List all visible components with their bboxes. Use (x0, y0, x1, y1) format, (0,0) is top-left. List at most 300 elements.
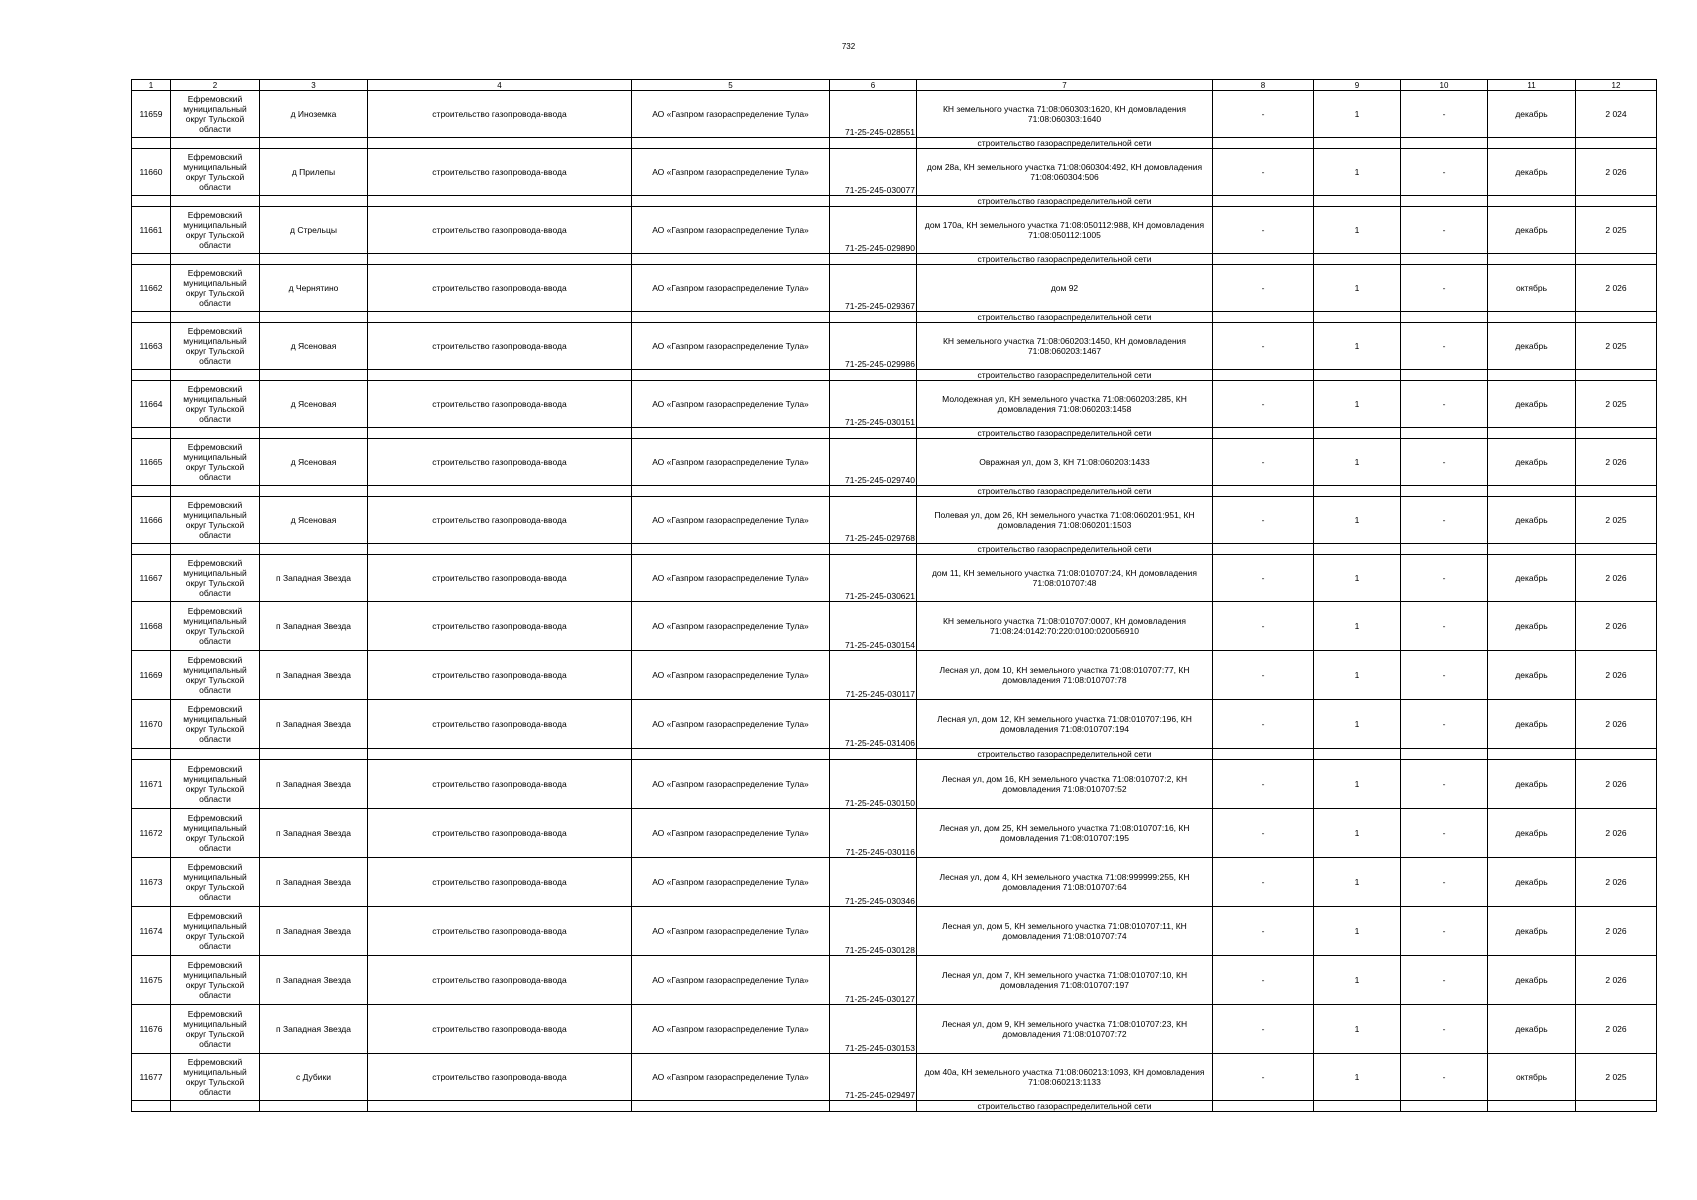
settlement-cell: п Западная Звезда (260, 700, 368, 749)
separator-row (132, 749, 1657, 760)
month-cell: декабрь (1488, 323, 1576, 370)
separator-empty-cell (1213, 370, 1314, 381)
separator-empty-cell (632, 486, 830, 497)
month-cell: декабрь (1488, 1005, 1576, 1054)
separator-empty-cell (632, 749, 830, 760)
separator-empty-cell (1488, 1101, 1576, 1112)
separator-empty-cell (368, 138, 632, 149)
separator-empty-cell (171, 486, 260, 497)
col8-cell: - (1213, 809, 1314, 858)
separator-empty-cell (830, 370, 917, 381)
application-code-cell: 71-25-245-030127 (830, 956, 917, 1005)
row-number: 11660 (132, 149, 171, 196)
work-type-cell: строительство газопровода-ввода (368, 809, 632, 858)
separator-empty-cell (1401, 196, 1488, 207)
row-number: 11677 (132, 1054, 171, 1101)
col10-cell: - (1401, 323, 1488, 370)
table-row (132, 265, 1657, 312)
work-type-cell: строительство газопровода-ввода (368, 651, 632, 700)
settlement-cell: п Западная Звезда (260, 956, 368, 1005)
work-type-cell: строительство газопровода-ввода (368, 555, 632, 602)
col10-cell: - (1401, 760, 1488, 809)
work-type-cell: строительство газопровода-ввода (368, 858, 632, 907)
year-cell: 2 025 (1576, 1054, 1657, 1101)
column-header: 6 (830, 80, 917, 91)
separator-empty-cell (1213, 312, 1314, 323)
work-type-cell: строительство газопровода-ввода (368, 1054, 632, 1101)
separator-empty-cell (1488, 196, 1576, 207)
settlement-cell: д Ясеновая (260, 323, 368, 370)
row-number: 11667 (132, 555, 171, 602)
col9-cell: 1 (1314, 700, 1401, 749)
separator-empty-cell (1576, 196, 1657, 207)
separator-empty-cell (1576, 312, 1657, 323)
separator-row (132, 1101, 1657, 1112)
settlement-cell: д Ясеновая (260, 439, 368, 486)
separator-empty-cell (830, 749, 917, 760)
separator-empty-cell (132, 370, 171, 381)
separator-empty-cell (171, 544, 260, 555)
separator-empty-cell (260, 196, 368, 207)
separator-empty-cell (1401, 428, 1488, 439)
separator-empty-cell (1401, 749, 1488, 760)
separator-empty-cell (132, 254, 171, 265)
col8-cell: - (1213, 956, 1314, 1005)
municipality-cell: Ефремовский муниципальный округ Тульской области (171, 555, 260, 602)
row-number: 11673 (132, 858, 171, 907)
separator-empty-cell (171, 312, 260, 323)
col9-cell: 1 (1314, 497, 1401, 544)
work-type-cell: строительство газопровода-ввода (368, 381, 632, 428)
separator-empty-cell (1401, 254, 1488, 265)
separator-empty-cell (632, 138, 830, 149)
address-cell: Лесная ул, дом 12, КН земельного участка 71:08:010707:196, КН домовладения 71:08:010707:194 (917, 700, 1213, 749)
work-type-cell: строительство газопровода-ввода (368, 1005, 632, 1054)
column-header: 4 (368, 80, 632, 91)
address-cell: Лесная ул, дом 16, КН земельного участка 71:08:010707:2, КН домовладения 71:08:010707:52 (917, 760, 1213, 809)
col9-cell: 1 (1314, 323, 1401, 370)
separator-empty-cell (1314, 544, 1401, 555)
municipality-cell: Ефремовский муниципальный округ Тульской области (171, 651, 260, 700)
row-number: 11674 (132, 907, 171, 956)
col8-cell: - (1213, 651, 1314, 700)
municipality-cell: Ефремовский муниципальный округ Тульской области (171, 809, 260, 858)
col10-cell: - (1401, 149, 1488, 196)
address-cell: Лесная ул, дом 4, КН земельного участка 71:08:999999:255, КН домовладения 71:08:010707:64 (917, 858, 1213, 907)
month-cell: декабрь (1488, 497, 1576, 544)
month-cell: декабрь (1488, 760, 1576, 809)
separator-empty-cell (171, 749, 260, 760)
month-cell: декабрь (1488, 439, 1576, 486)
separator-empty-cell (368, 428, 632, 439)
separator-empty-cell (1576, 138, 1657, 149)
municipality-cell: Ефремовский муниципальный округ Тульской области (171, 497, 260, 544)
municipality-cell: Ефремовский муниципальный округ Тульской области (171, 265, 260, 312)
municipality-cell: Ефремовский муниципальный округ Тульской области (171, 858, 260, 907)
year-cell: 2 025 (1576, 381, 1657, 428)
separator-empty-cell (368, 370, 632, 381)
separator-empty-cell (1488, 138, 1576, 149)
separator-empty-cell (260, 749, 368, 760)
column-header: 11 (1488, 80, 1576, 91)
page-number: 732 (841, 42, 856, 51)
organization-cell: АО «Газпром газораспределение Тула» (632, 149, 830, 196)
year-cell: 2 026 (1576, 809, 1657, 858)
table-row (132, 809, 1657, 858)
separator-row (132, 544, 1657, 555)
column-header: 10 (1401, 80, 1488, 91)
table-row (132, 149, 1657, 196)
month-cell: декабрь (1488, 91, 1576, 138)
separator-row (132, 312, 1657, 323)
table-row (132, 207, 1657, 254)
col10-cell: - (1401, 497, 1488, 544)
year-cell: 2 026 (1576, 602, 1657, 651)
settlement-cell: д Ясеновая (260, 497, 368, 544)
column-header: 3 (260, 80, 368, 91)
separator-empty-cell (1576, 254, 1657, 265)
separator-empty-cell (368, 486, 632, 497)
col8-cell: - (1213, 1005, 1314, 1054)
year-cell: 2 025 (1576, 207, 1657, 254)
separator-empty-cell (1213, 486, 1314, 497)
organization-cell: АО «Газпром газораспределение Тула» (632, 1005, 830, 1054)
col10-cell: - (1401, 555, 1488, 602)
separator-empty-cell (132, 312, 171, 323)
separator-empty-cell (1576, 749, 1657, 760)
month-cell: декабрь (1488, 956, 1576, 1005)
work-type-cell: строительство газопровода-ввода (368, 323, 632, 370)
year-cell: 2 026 (1576, 265, 1657, 312)
separator-label: строительство газораспределительной сети (917, 544, 1213, 555)
col10-cell: - (1401, 651, 1488, 700)
separator-empty-cell (1488, 544, 1576, 555)
row-number: 11672 (132, 809, 171, 858)
separator-empty-cell (171, 138, 260, 149)
application-code-cell: 71-25-245-030151 (830, 381, 917, 428)
table-row (132, 907, 1657, 956)
separator-empty-cell (830, 312, 917, 323)
work-type-cell: строительство газопровода-ввода (368, 497, 632, 544)
application-code-cell: 71-25-245-030117 (830, 651, 917, 700)
col8-cell: - (1213, 1054, 1314, 1101)
organization-cell: АО «Газпром газораспределение Тула» (632, 555, 830, 602)
separator-empty-cell (260, 486, 368, 497)
address-cell: Лесная ул, дом 25, КН земельного участка 71:08:010707:16, КН домовладения 71:08:010707:195 (917, 809, 1213, 858)
municipality-cell: Ефремовский муниципальный округ Тульской области (171, 760, 260, 809)
col10-cell: - (1401, 1054, 1488, 1101)
organization-cell: АО «Газпром газораспределение Тула» (632, 760, 830, 809)
municipality-cell: Ефремовский муниципальный округ Тульской области (171, 207, 260, 254)
separator-empty-cell (830, 428, 917, 439)
municipality-cell: Ефремовский муниципальный округ Тульской области (171, 381, 260, 428)
separator-empty-cell (368, 749, 632, 760)
year-cell: 2 025 (1576, 497, 1657, 544)
separator-empty-cell (260, 1101, 368, 1112)
col9-cell: 1 (1314, 1054, 1401, 1101)
month-cell: декабрь (1488, 907, 1576, 956)
organization-cell: АО «Газпром газораспределение Тула» (632, 858, 830, 907)
year-cell: 2 026 (1576, 555, 1657, 602)
settlement-cell: п Западная Звезда (260, 760, 368, 809)
application-code-cell: 71-25-245-030116 (830, 809, 917, 858)
organization-cell: АО «Газпром газораспределение Тула» (632, 91, 830, 138)
separator-empty-cell (632, 1101, 830, 1112)
separator-empty-cell (1488, 312, 1576, 323)
municipality-cell: Ефремовский муниципальный округ Тульской области (171, 439, 260, 486)
col9-cell: 1 (1314, 907, 1401, 956)
row-number: 11666 (132, 497, 171, 544)
address-cell: Овражная ул, дом 3, КН 71:08:060203:1433 (917, 439, 1213, 486)
col9-cell: 1 (1314, 381, 1401, 428)
application-code-cell: 71-25-245-030128 (830, 907, 917, 956)
municipality-cell: Ефремовский муниципальный округ Тульской области (171, 907, 260, 956)
separator-empty-cell (632, 196, 830, 207)
separator-empty-cell (1488, 254, 1576, 265)
table-row (132, 602, 1657, 651)
year-cell: 2 026 (1576, 858, 1657, 907)
separator-empty-cell (171, 196, 260, 207)
col10-cell: - (1401, 381, 1488, 428)
work-type-cell: строительство газопровода-ввода (368, 207, 632, 254)
col10-cell: - (1401, 809, 1488, 858)
year-cell: 2 026 (1576, 907, 1657, 956)
separator-empty-cell (260, 254, 368, 265)
separator-empty-cell (260, 370, 368, 381)
separator-empty-cell (171, 1101, 260, 1112)
row-number: 11675 (132, 956, 171, 1005)
row-number: 11669 (132, 651, 171, 700)
column-header: 7 (917, 80, 1213, 91)
table-row (132, 439, 1657, 486)
month-cell: октябрь (1488, 1054, 1576, 1101)
table-row (132, 651, 1657, 700)
month-cell: декабрь (1488, 555, 1576, 602)
organization-cell: АО «Газпром газораспределение Тула» (632, 265, 830, 312)
application-code-cell: 71-25-245-030150 (830, 760, 917, 809)
col9-cell: 1 (1314, 760, 1401, 809)
row-number: 11665 (132, 439, 171, 486)
col9-cell: 1 (1314, 439, 1401, 486)
application-code-cell: 71-25-245-030621 (830, 555, 917, 602)
col10-cell: - (1401, 956, 1488, 1005)
col8-cell: - (1213, 907, 1314, 956)
col10-cell: - (1401, 439, 1488, 486)
col8-cell: - (1213, 323, 1314, 370)
col9-cell: 1 (1314, 207, 1401, 254)
municipality-cell: Ефремовский муниципальный округ Тульской области (171, 1005, 260, 1054)
application-code-cell: 71-25-245-030346 (830, 858, 917, 907)
separator-row (132, 254, 1657, 265)
separator-row (132, 486, 1657, 497)
col10-cell: - (1401, 602, 1488, 651)
col8-cell: - (1213, 555, 1314, 602)
col8-cell: - (1213, 207, 1314, 254)
column-header: 12 (1576, 80, 1657, 91)
col10-cell: - (1401, 1005, 1488, 1054)
separator-empty-cell (171, 428, 260, 439)
separator-label: строительство газораспределительной сети (917, 370, 1213, 381)
separator-empty-cell (132, 486, 171, 497)
address-cell: дом 92 (917, 265, 1213, 312)
row-number: 11671 (132, 760, 171, 809)
work-type-cell: строительство газопровода-ввода (368, 265, 632, 312)
column-header: 9 (1314, 80, 1401, 91)
col9-cell: 1 (1314, 858, 1401, 907)
settlement-cell: п Западная Звезда (260, 651, 368, 700)
col10-cell: - (1401, 907, 1488, 956)
separator-label: строительство газораспределительной сети (917, 196, 1213, 207)
col8-cell: - (1213, 497, 1314, 544)
application-code-cell: 71-25-245-029497 (830, 1054, 917, 1101)
separator-label: строительство газораспределительной сети (917, 138, 1213, 149)
settlement-cell: д Прилепы (260, 149, 368, 196)
month-cell: декабрь (1488, 602, 1576, 651)
month-cell: декабрь (1488, 858, 1576, 907)
municipality-cell: Ефремовский муниципальный округ Тульской области (171, 602, 260, 651)
separator-empty-cell (1213, 196, 1314, 207)
separator-empty-cell (1488, 370, 1576, 381)
separator-empty-cell (1488, 486, 1576, 497)
year-cell: 2 026 (1576, 1005, 1657, 1054)
address-cell: Лесная ул, дом 7, КН земельного участка 71:08:010707:10, КН домовладения 71:08:010707:197 (917, 956, 1213, 1005)
table-row (132, 323, 1657, 370)
year-cell: 2 025 (1576, 323, 1657, 370)
separator-empty-cell (830, 544, 917, 555)
municipality-cell: Ефремовский муниципальный округ Тульской области (171, 956, 260, 1005)
application-code-cell: 71-25-245-031406 (830, 700, 917, 749)
separator-empty-cell (1576, 1101, 1657, 1112)
table-row (132, 858, 1657, 907)
separator-empty-cell (1314, 138, 1401, 149)
row-number: 11663 (132, 323, 171, 370)
month-cell: декабрь (1488, 207, 1576, 254)
separator-label: строительство газораспределительной сети (917, 1101, 1213, 1112)
municipality-cell: Ефремовский муниципальный округ Тульской области (171, 323, 260, 370)
organization-cell: АО «Газпром газораспределение Тула» (632, 956, 830, 1005)
col8-cell: - (1213, 91, 1314, 138)
organization-cell: АО «Газпром газораспределение Тула» (632, 207, 830, 254)
month-cell: октябрь (1488, 265, 1576, 312)
col8-cell: - (1213, 760, 1314, 809)
separator-empty-cell (830, 486, 917, 497)
separator-empty-cell (132, 196, 171, 207)
month-cell: декабрь (1488, 381, 1576, 428)
separator-empty-cell (1314, 749, 1401, 760)
col9-cell: 1 (1314, 651, 1401, 700)
month-cell: декабрь (1488, 809, 1576, 858)
address-cell: дом 170а, КН земельного участка 71:08:050112:988, КН домовладения 71:08:050112:1005 (917, 207, 1213, 254)
settlement-cell: д Чернятино (260, 265, 368, 312)
work-type-cell: строительство газопровода-ввода (368, 439, 632, 486)
separator-empty-cell (632, 544, 830, 555)
year-cell: 2 024 (1576, 91, 1657, 138)
organization-cell: АО «Газпром газораспределение Тула» (632, 323, 830, 370)
separator-empty-cell (830, 254, 917, 265)
separator-empty-cell (1401, 138, 1488, 149)
address-cell: Молодежная ул, КН земельного участка 71:08:060203:285, КН домовладения 71:08:060203:1458 (917, 381, 1213, 428)
application-code-cell: 71-25-245-029768 (830, 497, 917, 544)
separator-empty-cell (1488, 428, 1576, 439)
separator-empty-cell (1488, 749, 1576, 760)
separator-empty-cell (171, 254, 260, 265)
separator-empty-cell (1576, 370, 1657, 381)
year-cell: 2 026 (1576, 149, 1657, 196)
settlement-cell: п Западная Звезда (260, 555, 368, 602)
separator-empty-cell (830, 196, 917, 207)
col8-cell: - (1213, 149, 1314, 196)
table-row (132, 700, 1657, 749)
col9-cell: 1 (1314, 1005, 1401, 1054)
separator-empty-cell (132, 1101, 171, 1112)
work-type-cell: строительство газопровода-ввода (368, 700, 632, 749)
col8-cell: - (1213, 381, 1314, 428)
separator-empty-cell (260, 312, 368, 323)
col10-cell: - (1401, 700, 1488, 749)
organization-cell: АО «Газпром газораспределение Тула» (632, 1054, 830, 1101)
col9-cell: 1 (1314, 555, 1401, 602)
settlement-cell: п Западная Звезда (260, 809, 368, 858)
row-number: 11676 (132, 1005, 171, 1054)
row-number: 11661 (132, 207, 171, 254)
table-row (132, 956, 1657, 1005)
col8-cell: - (1213, 265, 1314, 312)
col9-cell: 1 (1314, 956, 1401, 1005)
work-type-cell: строительство газопровода-ввода (368, 602, 632, 651)
separator-empty-cell (1314, 196, 1401, 207)
application-code-cell: 71-25-245-030154 (830, 602, 917, 651)
separator-empty-cell (1314, 428, 1401, 439)
row-number: 11670 (132, 700, 171, 749)
municipality-cell: Ефремовский муниципальный округ Тульской области (171, 700, 260, 749)
work-type-cell: строительство газопровода-ввода (368, 907, 632, 956)
separator-empty-cell (632, 312, 830, 323)
address-cell: дом 28а, КН земельного участка 71:08:060304:492, КН домовладения 71:08:060304:506 (917, 149, 1213, 196)
settlement-cell: п Западная Звезда (260, 907, 368, 956)
separator-empty-cell (260, 138, 368, 149)
month-cell: декабрь (1488, 700, 1576, 749)
work-type-cell: строительство газопровода-ввода (368, 956, 632, 1005)
row-number: 11664 (132, 381, 171, 428)
address-cell: Лесная ул, дом 9, КН земельного участка 71:08:010707:23, КН домовладения 71:08:010707:72 (917, 1005, 1213, 1054)
year-cell: 2 026 (1576, 956, 1657, 1005)
col9-cell: 1 (1314, 602, 1401, 651)
table-row (132, 497, 1657, 544)
row-number: 11668 (132, 602, 171, 651)
settlement-cell: д Ясеновая (260, 381, 368, 428)
separator-empty-cell (632, 428, 830, 439)
row-number: 11662 (132, 265, 171, 312)
separator-row (132, 428, 1657, 439)
separator-empty-cell (368, 544, 632, 555)
application-code-cell: 71-25-245-029740 (830, 439, 917, 486)
col9-cell: 1 (1314, 265, 1401, 312)
settlement-cell: с Дубики (260, 1054, 368, 1101)
separator-empty-cell (368, 312, 632, 323)
separator-empty-cell (1213, 254, 1314, 265)
separator-empty-cell (1314, 1101, 1401, 1112)
separator-empty-cell (1314, 370, 1401, 381)
application-code-cell: 71-25-245-029367 (830, 265, 917, 312)
month-cell: декабрь (1488, 149, 1576, 196)
separator-empty-cell (1576, 544, 1657, 555)
year-cell: 2 026 (1576, 700, 1657, 749)
separator-empty-cell (1401, 544, 1488, 555)
separator-empty-cell (260, 428, 368, 439)
address-cell: дом 40а, КН земельного участка 71:08:060213:1093, КН домовладения 71:08:060213:1133 (917, 1054, 1213, 1101)
separator-empty-cell (1314, 312, 1401, 323)
table-row (132, 1005, 1657, 1054)
